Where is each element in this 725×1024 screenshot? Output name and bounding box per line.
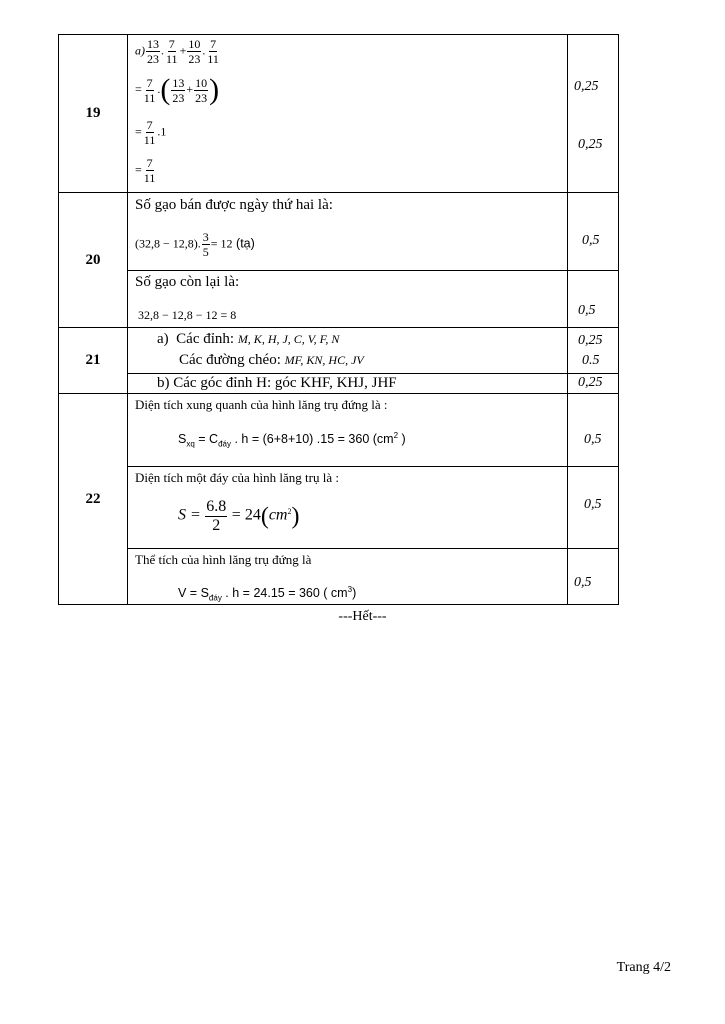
q19-line-3: = $\frac{7}{11}$ .1: [135, 118, 167, 147]
fraction: $\frac{7}{11}$: [143, 156, 156, 185]
answer-table: [58, 34, 619, 605]
fraction: $\frac{7}{11}$: [143, 118, 156, 147]
question-22-part-2: [128, 467, 568, 549]
question-22-part-3: [128, 549, 568, 605]
q20-part-2-expression: 32,8 − 12,8 − 12 = 8: [138, 308, 237, 322]
fraction: $\frac{10}{23}$: [188, 37, 201, 66]
fraction: $\frac{13}{23}$: [147, 37, 159, 66]
question-number: 21: [59, 328, 128, 394]
q22-part-1-formula: $S_{xq} = C_{đáy}$ . h = (6+8+10) .15 = 360 ($cm^2$ ): [178, 431, 406, 449]
question-19-solution: [128, 35, 568, 193]
q19-line-4: = $\frac{7}{11}$: [135, 156, 156, 185]
row-question-21-part-b: [59, 374, 619, 394]
row-question-22-part-2: [59, 467, 619, 549]
question-22-part-3-points: [568, 549, 619, 605]
row-question-19: [59, 35, 619, 193]
fraction: $\frac{13}{23}$: [172, 75, 185, 105]
question-20-part-2-points: [568, 271, 619, 328]
q19-line-1: a) $\frac{13}{23}$ . $\frac{7}{11}$ + $\frac{10}{23}$ . $\frac{7}{11}$: [135, 37, 219, 66]
q22-part-3-formula: $V = S_{đáy}$ . h = 24.15 = 360 ( $cm^3$): [178, 585, 357, 603]
points-value: 0,25: [578, 137, 603, 152]
page-number: Trang 4/2: [616, 960, 671, 975]
row-question-21-part-a: [59, 328, 619, 374]
q22-part-3-text: Thể tích của hình lăng trụ đứng là: [135, 552, 312, 567]
q21-vertices-line: a) Các đỉnh: M, K, H, J, C, V, F, N: [157, 331, 340, 347]
row-question-20-part-1: [59, 193, 619, 271]
question-22-part-2-points: [568, 467, 619, 549]
points-value: 0,5: [574, 575, 592, 590]
q20-part-1-text: Số gạo bán được ngày thứ hai là:: [135, 197, 333, 213]
q21-angles-line: b) Các góc đỉnh H: góc KHF, KHJ, JHF: [157, 375, 397, 391]
points-value: 0,25: [574, 79, 599, 94]
question-21-part-b-points: [568, 374, 619, 394]
question-number: 20: [59, 193, 128, 328]
q20-part-1-expression: (32,8 − 12,8). $\frac{3}{5}$ = 12 (tạ): [135, 230, 255, 259]
row-question-20-part-2: [59, 271, 619, 328]
fraction: $\frac{6.8}{2}$: [206, 498, 227, 534]
points-value: 0,5: [584, 497, 602, 512]
question-21-part-a: [128, 328, 568, 374]
row-question-22-part-3: [59, 549, 619, 605]
fraction: $\frac{7}{11}$: [143, 75, 156, 105]
question-19-points: [568, 35, 619, 193]
question-20-part-1: [128, 193, 568, 271]
end-marker: ---Hết---: [338, 609, 387, 624]
question-number: 19: [59, 35, 128, 193]
points-value: 0.5: [582, 353, 600, 368]
question-20-part-1-points: [568, 193, 619, 271]
q22-part-2-formula: S = $\frac{6.8}{2}$ = $24(cm^2)$: [178, 498, 300, 534]
question-20-part-2: [128, 271, 568, 328]
fraction: $\frac{3}{5}$: [202, 230, 209, 259]
points-value: 0,5: [584, 432, 602, 447]
question-22-part-1-points: [568, 394, 619, 467]
q19-line-2: = $\frac{7}{11}$ .( $\frac{13}{23}$ + $\frac{10}{23}$ ): [135, 73, 220, 106]
q22-part-1-text: Diện tích xung quanh của hình lăng trụ đứng là :: [135, 397, 388, 412]
question-21-part-b: [128, 374, 568, 394]
q20-part-2-text: Số gạo còn lại là:: [135, 274, 240, 290]
points-value: 0,25: [578, 375, 603, 390]
question-22-part-1: [128, 394, 568, 467]
fraction: $\frac{10}{23}$: [195, 75, 208, 105]
question-21-part-a-points: [568, 328, 619, 374]
question-number: 22: [59, 394, 128, 605]
q22-part-2-text: Diện tích một đáy của hình lăng trụ là :: [135, 470, 339, 485]
points-value: 0,5: [582, 233, 600, 248]
points-value: 0,25: [578, 333, 603, 348]
q21-diagonals-line: Các đường chéo: MF, KN, HC, JV: [179, 352, 364, 368]
row-question-22-part-1: [59, 394, 619, 467]
fraction: $\frac{7}{11}$: [207, 37, 219, 66]
fraction: $\frac{7}{11}$: [166, 37, 178, 66]
points-value: 0,5: [578, 303, 596, 318]
